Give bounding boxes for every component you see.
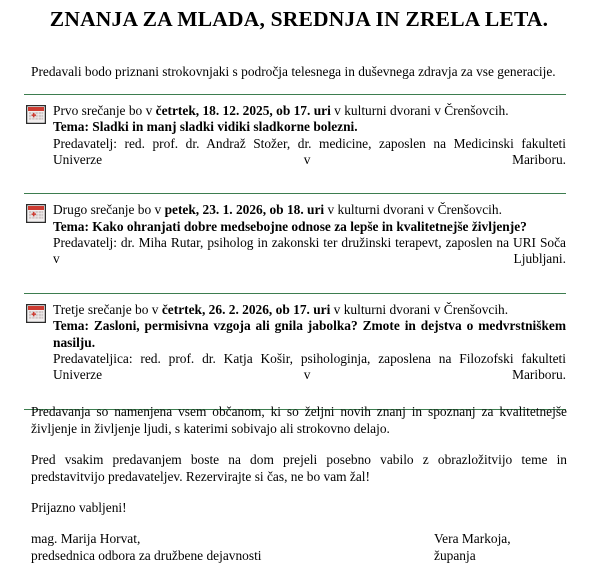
closing-paragraph-2: Pred vsakim predavanjem boste na dom prejeli posebno vabilo z obrazložitvijo teme in predstavitvijo predavateljev. Rezervirajte si čas, ne bo vam žal! xyxy=(31,452,567,484)
event-date-bold: četrtek, 18. 12. 2025, ob 17. uri xyxy=(155,103,331,118)
signature-left xyxy=(31,531,262,564)
closing-paragraph-3: Prijazno vabljeni! xyxy=(31,500,127,516)
event-line-post: v kulturni dvorani v Črenšovcih. xyxy=(324,202,502,218)
event-item xyxy=(0,95,600,193)
event-topic: Tema: Sladki in manj sladki vidiki sladkorne bolezni. xyxy=(53,119,358,135)
event-datetime-line xyxy=(53,202,566,218)
calendar-icon xyxy=(26,105,46,124)
event-datetime-line xyxy=(53,103,566,119)
event-speaker: Predavatelj: red. prof. dr. Andraž Stožer, dr. medicine, zaposlen na Medicinski fakulteti Univerze v Mariboru. xyxy=(53,135,566,167)
event-line-post: v kulturni dvorani v Črenšovcih. xyxy=(330,301,509,317)
event-line-pre: Drugo srečanje bo v xyxy=(53,202,165,218)
event-item xyxy=(0,194,600,292)
intro-paragraph: Predavali bodo priznani strokovnjaki s področja telesnega in duševnega zdravja za vse generacije. xyxy=(31,64,556,79)
signature-left-name: mag. Marija Horvat, xyxy=(31,531,141,546)
signature-right-name: Vera Markoja, xyxy=(434,531,511,546)
event-topic: Tema: Kako ohranjati dobre medsebojne odnose za lepše in kvalitetnejše življenje? xyxy=(53,218,527,234)
event-topic: Tema: Zasloni, permisivna vzgoja ali gnila jabolka? Zmote in dejstva o medvrstniškem nasilju. xyxy=(53,318,566,350)
closing-paragraph-1: Predavanja so namenjena vsem občanom, ki so željni novih znanj in spoznanj za kvalitetnejše življenje in življenje ljudi, s katerimi sobivajo ali strokovno delajo. xyxy=(31,404,567,436)
event-date-bold: četrtek, 26. 2. 2026, ob 17. uri xyxy=(161,301,331,317)
signature-left-role: predsednica odbora za družbene dejavnosti xyxy=(31,547,262,563)
event-line-post: v kulturni dvorani v Črenšovcih. xyxy=(330,103,509,118)
event-datetime-line xyxy=(53,302,566,318)
event-text xyxy=(53,302,566,400)
signature-right xyxy=(434,531,511,564)
signature-right-role: županja xyxy=(434,547,476,563)
event-text xyxy=(53,202,566,283)
calendar-icon xyxy=(26,304,46,323)
event-line-pre: Prvo srečanje bo v xyxy=(53,103,156,118)
event-speaker: Predavatelj: dr. Miha Rutar, psiholog in zakonski ter družinski terapevt, zaposlen na URI Soča v Ljubljani. xyxy=(53,235,566,267)
calendar-icon xyxy=(26,204,46,223)
event-item xyxy=(0,294,600,409)
closing-section xyxy=(31,404,567,517)
event-date-bold: petek, 23. 1. 2026, ob 18. uri xyxy=(164,202,325,218)
events-list xyxy=(0,94,600,410)
event-speaker: Predavateljica: red. prof. dr. Katja Košir, psihologinja, zaposlena na Filozofski fakulteti Univerze v Mariboru. xyxy=(53,350,566,383)
event-text xyxy=(53,103,566,184)
event-line-pre: Tretje srečanje bo v xyxy=(53,301,162,317)
page-title: ZNANJA ZA MLADA, SREDNJA IN ZRELA LETA. xyxy=(49,7,549,31)
